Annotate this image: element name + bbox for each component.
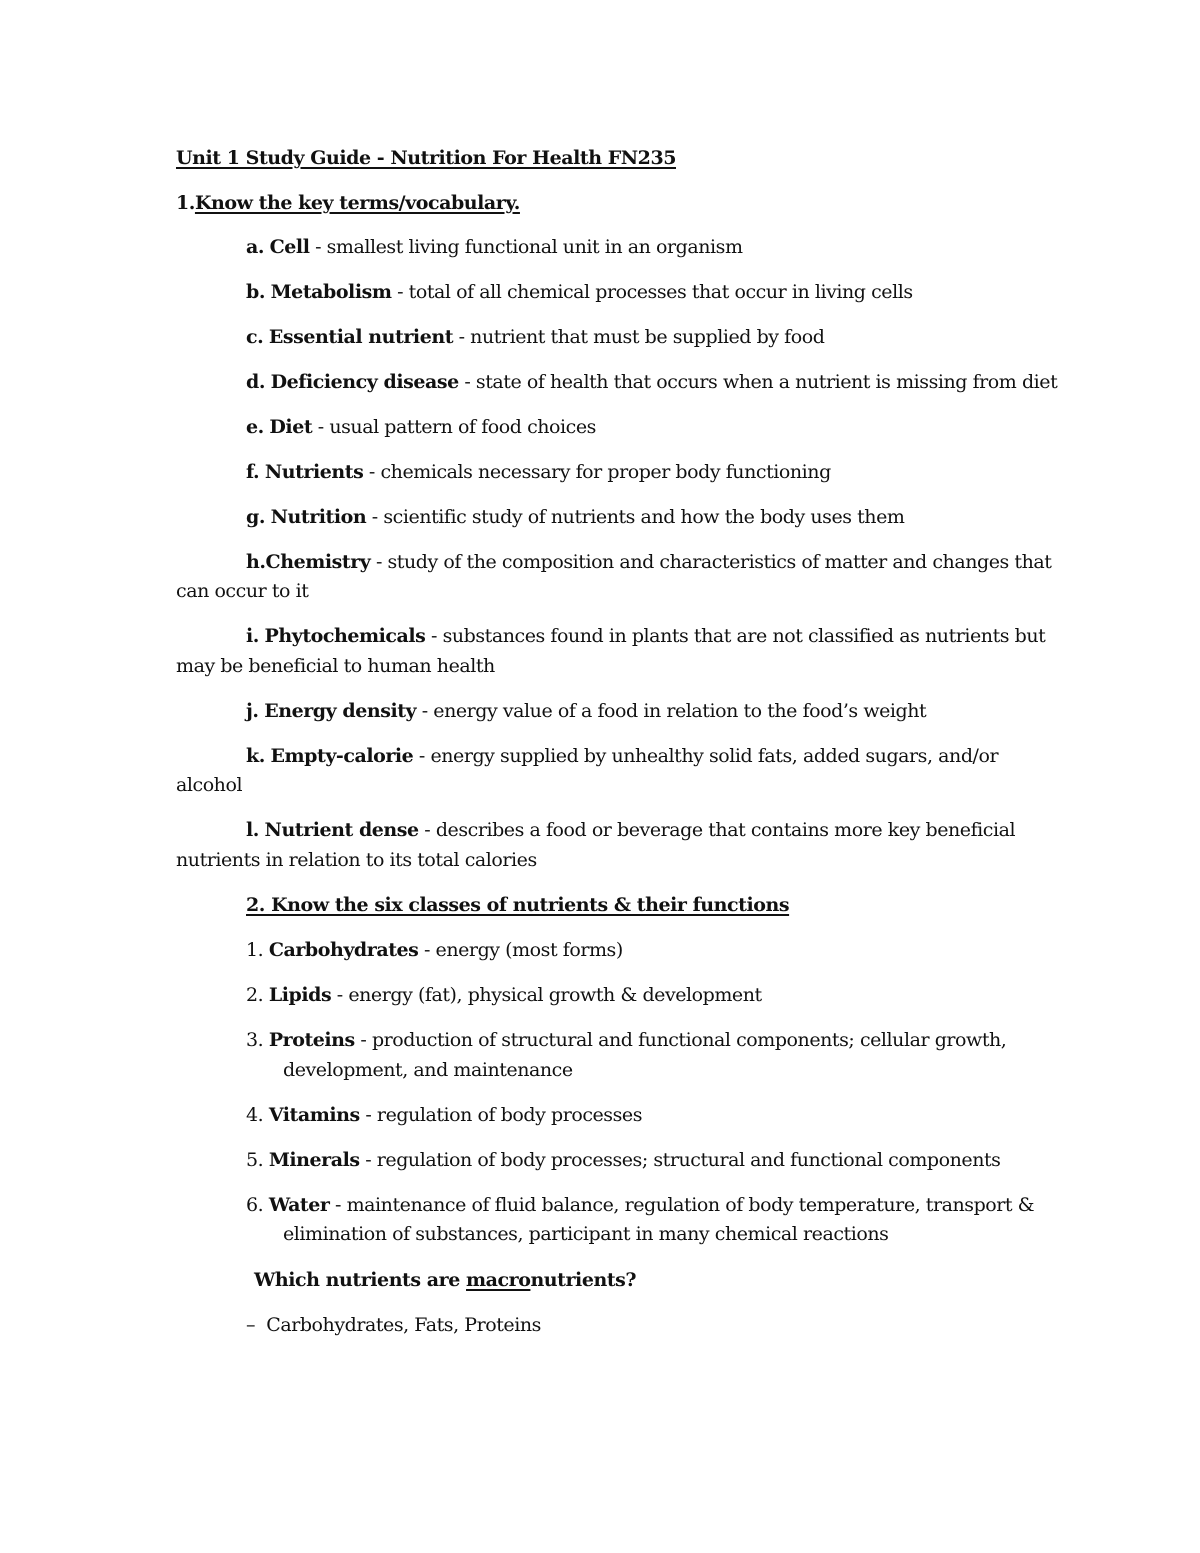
term-name: Cell — [269, 236, 310, 258]
term-definition: - total of all chemical processes that occur in living cells — [391, 281, 913, 303]
class-function: - maintenance of fluid balance, regulation of body temperature, transport & — [329, 1194, 1035, 1216]
question-underlined: macro — [466, 1269, 531, 1291]
term-item — [246, 816, 1015, 845]
term-definition: - substances found in plants that are not classified as nutrients but — [425, 625, 1046, 647]
term-definition: - smallest living functional unit in an organism — [309, 236, 743, 258]
term-name: Chemistry — [265, 551, 371, 573]
class-number: 2. — [246, 984, 264, 1006]
term-name: Empty-calorie — [270, 745, 414, 767]
class-name: Vitamins — [268, 1104, 360, 1126]
term-name: Diet — [269, 416, 313, 438]
question-pre: Which nutrients are — [254, 1269, 467, 1291]
term-definition: - study of the composition and characteristics of matter and changes that — [370, 551, 1052, 573]
term-definition: - chemicals necessary for proper body functioning — [363, 461, 831, 483]
class-function-continued: development, and maintenance — [283, 1059, 573, 1081]
class-name: Lipids — [268, 984, 332, 1006]
class-function: - production of structural and functional components; cellular growth, — [354, 1029, 1007, 1051]
term-name: Nutrients — [264, 461, 364, 483]
term-letter: e. — [246, 416, 264, 438]
class-function: - regulation of body processes; structural and functional components — [359, 1149, 1001, 1171]
class-name: Minerals — [268, 1149, 360, 1171]
term-letter: a. — [246, 236, 265, 258]
term-letter: b. — [246, 281, 265, 303]
class-function: - energy (most forms) — [418, 939, 623, 961]
term-definition: - scientific study of nutrients and how the body uses them — [366, 506, 905, 528]
term-item — [246, 413, 596, 442]
term-definition-continued: may be beneficial to human health — [176, 655, 495, 677]
term-letter: h. — [246, 551, 266, 573]
term-definition-continued: can occur to it — [176, 580, 309, 602]
term-item — [246, 742, 998, 771]
section-heading-text: Know the key terms/vocabulary. — [194, 192, 520, 214]
section-number: 1. — [176, 192, 195, 214]
answer-text: Carbohydrates, Fats, Proteins — [266, 1314, 541, 1336]
class-number: 3. — [246, 1029, 264, 1051]
term-definition: - describes a food or beverage that contains more key beneficial — [418, 819, 1016, 841]
nutrient-class-item — [246, 1191, 1034, 1220]
term-letter: g. — [246, 506, 265, 528]
term-item — [246, 233, 743, 262]
class-number: 5. — [246, 1149, 264, 1171]
term-letter: d. — [246, 371, 265, 393]
term-letter: l. — [246, 819, 259, 841]
term-item — [246, 503, 904, 532]
term-item — [246, 458, 831, 487]
term-definition-continued: alcohol — [176, 774, 243, 796]
nutrient-class-item — [246, 1146, 1000, 1175]
question-post: nutrients? — [530, 1269, 637, 1291]
term-letter: f. — [246, 461, 260, 483]
answer-bullet-item — [246, 1311, 541, 1340]
term-letter: i. — [246, 625, 259, 647]
term-definition: - state of health that occurs when a nutrient is missing from diet — [458, 371, 1058, 393]
term-name: Nutrient dense — [264, 819, 419, 841]
class-function-continued: elimination of substances, participant in many chemical reactions — [283, 1223, 889, 1245]
class-name: Proteins — [268, 1029, 355, 1051]
term-name: Deficiency disease — [270, 371, 459, 393]
section-2-heading: 2. Know the six classes of nutrients & their functions — [246, 894, 790, 916]
term-item — [246, 622, 1045, 651]
term-letter: j. — [246, 700, 259, 722]
class-name: Water — [268, 1194, 330, 1216]
term-name: Essential nutrient — [268, 326, 454, 348]
macronutrient-question — [254, 1266, 636, 1295]
class-function: - energy (fat), physical growth & development — [331, 984, 762, 1006]
term-item — [246, 368, 1057, 397]
term-letter: k. — [246, 745, 265, 767]
bullet-dash: – — [246, 1314, 256, 1336]
document-title: Unit 1 Study Guide - Nutrition For Health FN235 — [176, 147, 676, 169]
section-1-heading — [176, 189, 520, 218]
term-name: Metabolism — [270, 281, 392, 303]
term-name: Energy density — [264, 700, 417, 722]
nutrient-class-item — [246, 981, 762, 1010]
document-page — [176, 0, 1076, 1553]
term-definition-continued: nutrients in relation to its total calories — [176, 849, 537, 871]
class-function: - regulation of body processes — [359, 1104, 643, 1126]
term-name: Nutrition — [270, 506, 367, 528]
term-item — [246, 278, 913, 307]
term-letter: c. — [246, 326, 264, 348]
class-number: 4. — [246, 1104, 264, 1126]
class-name: Carbohydrates — [268, 939, 419, 961]
term-definition: - energy value of a food in relation to the food’s weight — [416, 700, 927, 722]
term-definition: - energy supplied by unhealthy solid fats, added sugars, and/or — [413, 745, 999, 767]
nutrient-class-item — [246, 1101, 642, 1130]
term-item — [246, 323, 824, 352]
class-number: 1. — [246, 939, 264, 961]
term-item — [246, 548, 1051, 577]
class-number: 6. — [246, 1194, 264, 1216]
nutrient-class-item — [246, 1026, 1006, 1055]
term-item — [246, 697, 926, 726]
term-definition: - usual pattern of food choices — [312, 416, 596, 438]
term-definition: - nutrient that must be supplied by food — [453, 326, 825, 348]
term-name: Phytochemicals — [264, 625, 426, 647]
nutrient-class-item — [246, 936, 623, 965]
